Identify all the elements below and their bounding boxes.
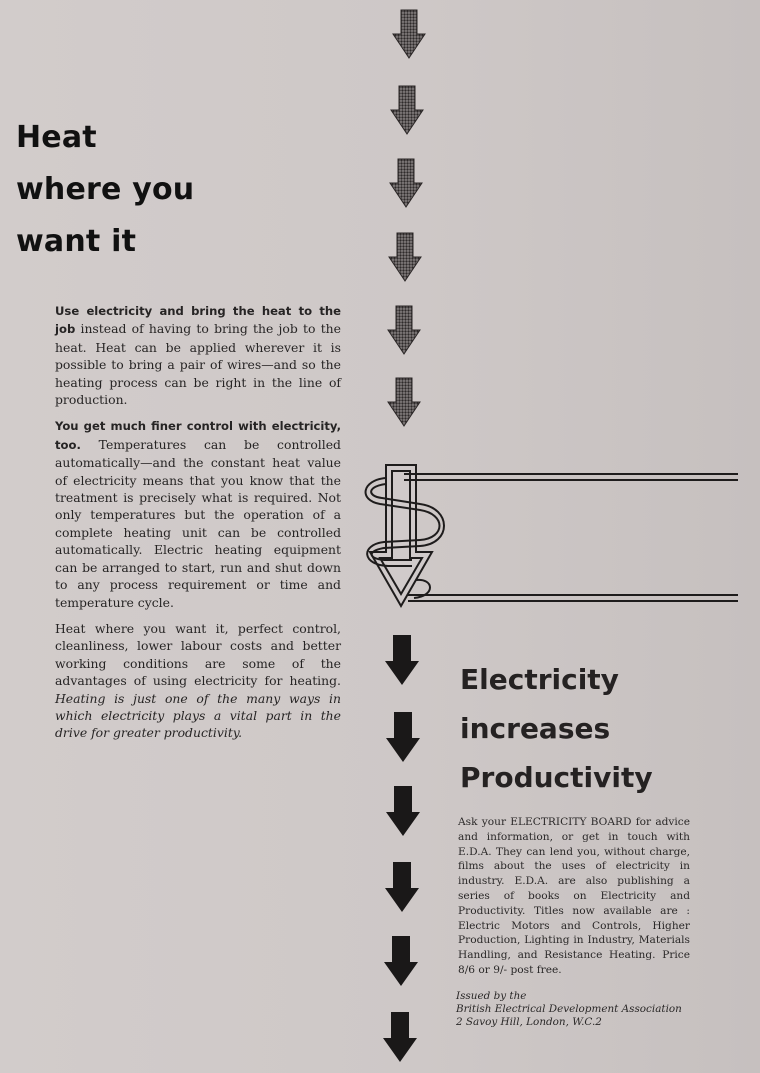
- ask-paragraph: Ask your ELECTRICITY BOARD for advice and information, or get in touch with E.D.A. They can lend you, without charge, films about the uses of electricity in industry. E.D.A. are also publishing a series of books on Electricity and Productivity. Titles now available are : Electric Motors and Controls, Higher Production, Lighting in Industry, Materials Handling, and Resistance Heating. Price 8/6 or 9/- post free.: [458, 816, 690, 976]
- tagline-line-1: Electricity: [460, 663, 619, 696]
- paragraph-3-italic: Heating is just one of the many ways in which electricity plays a vital part in the drive for greater productivity.: [55, 690, 341, 741]
- halftone-arrow-icon-2: [391, 86, 423, 134]
- issued-line-1: Issued by the: [456, 990, 527, 1002]
- paragraph-1-lead: Use electricity and bring the heat to the job: [55, 304, 341, 337]
- tagline: [460, 655, 750, 802]
- heating-coil-arrow-icon: [366, 465, 738, 606]
- tagline-line-3: Productivity: [460, 761, 653, 794]
- headline-line-2: where you: [16, 172, 195, 207]
- issued-line-3: 2 Savoy Hill, London, W.C.2: [456, 1016, 602, 1029]
- halftone-arrow-icon-1: [393, 10, 425, 58]
- issued-line-2: British Electrical Development Association: [456, 1003, 682, 1016]
- solid-arrow-icon-1: [385, 635, 419, 685]
- paragraph-1-text: instead of having to bring the job to the heat. Heat can be applied wherever it is possible to bring a pair of wires—and so the heating process can be right in the line of production.: [55, 321, 341, 408]
- halftone-arrow-icon-6: [388, 378, 420, 426]
- halftone-arrow-icon-3: [390, 159, 422, 207]
- solid-arrow-icon-6: [383, 1012, 417, 1062]
- halftone-arrow-icon-5: [388, 306, 420, 354]
- solid-arrow-icon-5: [384, 936, 418, 986]
- issued-by: [456, 990, 716, 1030]
- tagline-line-2: increases: [460, 712, 611, 745]
- paragraph-3-text: Heat where you want it, perfect control, cleanliness, lower labour costs and better working conditions are some of the advantages of using electricity for heating.: [55, 620, 341, 689]
- solid-arrow-icon-3: [386, 786, 420, 836]
- solid-arrow-icon-2: [386, 712, 420, 762]
- paragraph-2-text: Temperatures can be controlled automatically—and the constant heat value of electricity means that you know that the treatment is precisely what is required. Not only temperatures but the operation of a complete heating unit can be controlled automatically. Electric heating equipment can be arranged to start, run and shut down to any process requirement or time and temperature cycle.: [55, 436, 341, 610]
- halftone-arrow-icon-4: [389, 233, 421, 281]
- headline-line-3: want it: [16, 224, 137, 259]
- paragraph-2-lead: You get much finer control with electricity, too.: [55, 419, 341, 452]
- headline-line-1: Heat: [16, 120, 97, 155]
- solid-arrow-icon-4: [385, 862, 419, 912]
